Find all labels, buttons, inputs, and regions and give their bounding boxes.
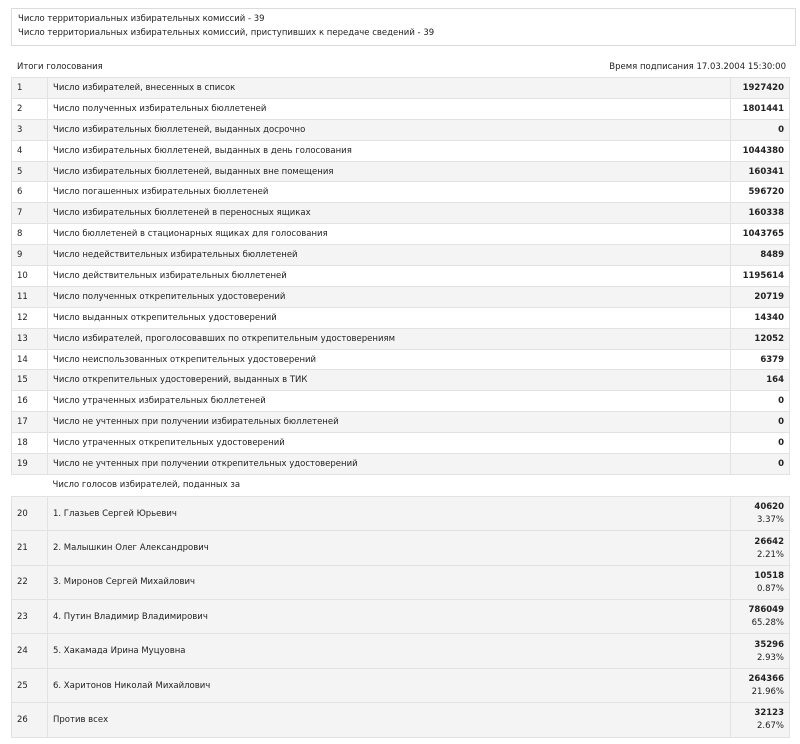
candidate-row [12, 600, 790, 634]
row-label: Число бюллетеней в стационарных ящиках для голосования [48, 224, 731, 245]
candidate-result [731, 634, 790, 668]
commission-reporting-text: Число территориальных избирательных комиссий, приступивших к передаче сведений - 39 [18, 28, 435, 38]
row-value: 1195614 [731, 266, 790, 287]
row-label: Число погашенных избирательных бюллетеней [48, 182, 731, 203]
candidate-name: 1. Глазьев Сергей Юрьевич [48, 496, 731, 530]
row-number: 4 [12, 140, 48, 161]
candidates-subheader-row [12, 474, 790, 496]
table-row [12, 78, 790, 99]
candidate-name: 5. Хакамада Ирина Муцуовна [48, 634, 731, 668]
candidate-result [731, 496, 790, 530]
row-value: 160341 [731, 161, 790, 182]
row-value: 12052 [731, 328, 790, 349]
candidate-percent: 65.28% [751, 618, 784, 629]
row-value: 8489 [731, 245, 790, 266]
row-label: Число не учтенных при получении избирательных бюллетеней [48, 412, 731, 433]
row-value: 0 [731, 119, 790, 140]
table-row [12, 140, 790, 161]
table-row [12, 412, 790, 433]
row-number: 9 [12, 245, 48, 266]
candidate-result [731, 600, 790, 634]
row-label: Число избирателей, внесенных в список [48, 78, 731, 99]
results-title: Итоги голосования [17, 62, 103, 72]
row-number: 6 [12, 182, 48, 203]
row-value: 6379 [731, 349, 790, 370]
candidate-number: 23 [12, 600, 48, 634]
candidate-row [12, 634, 790, 668]
candidates-heading: Число голосов избирателей, поданных за [52, 480, 241, 491]
row-label: Число не учтенных при получении открепительных удостоверений [48, 454, 731, 475]
candidate-name: 4. Путин Владимир Владимирович [48, 600, 731, 634]
commission-count-text: Число территориальных избирательных комиссий - 39 [18, 14, 265, 24]
table-row [12, 328, 790, 349]
row-label: Число выданных открепительных удостоверений [48, 307, 731, 328]
candidate-votes: 35296 [754, 639, 784, 650]
candidate-number: 26 [12, 703, 48, 737]
row-number: 12 [12, 307, 48, 328]
candidate-row [12, 531, 790, 565]
row-label: Число неиспользованных открепительных удостоверений [48, 349, 731, 370]
results-table-body [12, 78, 790, 738]
candidate-percent: 0.87% [756, 583, 784, 594]
table-row [12, 286, 790, 307]
candidate-name: Против всех [48, 703, 731, 737]
candidate-number: 24 [12, 634, 48, 668]
row-value: 0 [731, 391, 790, 412]
signing-time: Время подписания 17.03.2004 15:30:00 [609, 62, 786, 72]
row-number: 14 [12, 349, 48, 370]
row-value: 0 [731, 412, 790, 433]
table-row [12, 454, 790, 475]
candidate-result [731, 668, 790, 702]
table-row [12, 182, 790, 203]
row-number: 7 [12, 203, 48, 224]
row-value: 0 [731, 454, 790, 475]
table-row [12, 119, 790, 140]
row-number: 10 [12, 266, 48, 287]
row-label: Число избирательных бюллетеней в переносных ящиках [48, 203, 731, 224]
row-value: 164 [731, 370, 790, 391]
candidate-result [731, 703, 790, 737]
table-row [12, 349, 790, 370]
row-number: 13 [12, 328, 48, 349]
candidate-number: 22 [12, 565, 48, 599]
candidate-percent: 2.93% [756, 652, 784, 663]
row-number: 19 [12, 454, 48, 475]
row-label: Число действительных избирательных бюллетеней [48, 266, 731, 287]
candidate-name: 3. Миронов Сергей Михайлович [48, 565, 731, 599]
candidate-number: 20 [12, 496, 48, 530]
candidate-percent: 2.21% [756, 549, 784, 560]
candidate-number: 25 [12, 668, 48, 702]
row-number: 8 [12, 224, 48, 245]
candidate-name: 6. Харитонов Николай Михайлович [48, 668, 731, 702]
table-row [12, 245, 790, 266]
row-label: Число избирателей, проголосовавших по открепительным удостоверениям [48, 328, 731, 349]
row-number: 5 [12, 161, 48, 182]
row-number: 3 [12, 119, 48, 140]
row-value: 1043765 [731, 224, 790, 245]
row-label: Число утраченных избирательных бюллетеней [48, 391, 731, 412]
row-label: Число избирательных бюллетеней, выданных досрочно [48, 119, 731, 140]
row-number: 2 [12, 98, 48, 119]
table-row [12, 370, 790, 391]
table-row [12, 98, 790, 119]
candidate-percent: 2.67% [756, 721, 784, 732]
row-label: Число полученных избирательных бюллетеней [48, 98, 731, 119]
table-row [12, 161, 790, 182]
candidate-votes: 40620 [754, 502, 784, 513]
candidate-number: 21 [12, 531, 48, 565]
row-number: 17 [12, 412, 48, 433]
row-number: 1 [12, 78, 48, 99]
table-row [12, 391, 790, 412]
candidate-votes: 32123 [754, 708, 784, 719]
candidate-votes: 26642 [754, 536, 784, 547]
commission-info-box [11, 8, 796, 46]
candidate-result [731, 565, 790, 599]
candidate-votes: 10518 [754, 570, 784, 581]
row-label: Число избирательных бюллетеней, выданных в день голосования [48, 140, 731, 161]
candidate-percent: 3.37% [756, 515, 784, 526]
candidate-votes: 264366 [748, 674, 784, 685]
row-number: 15 [12, 370, 48, 391]
row-value: 14340 [731, 307, 790, 328]
table-row [12, 266, 790, 287]
row-label: Число открепительных удостоверений, выданных в ТИК [48, 370, 731, 391]
row-number: 11 [12, 286, 48, 307]
row-label: Число полученных открепительных удостоверений [48, 286, 731, 307]
candidate-row [12, 565, 790, 599]
row-value: 0 [731, 433, 790, 454]
row-label: Число избирательных бюллетеней, выданных вне помещения [48, 161, 731, 182]
candidate-row [12, 668, 790, 702]
results-header [11, 59, 790, 75]
table-row [12, 433, 790, 454]
row-value: 160338 [731, 203, 790, 224]
row-number: 18 [12, 433, 48, 454]
table-row [12, 224, 790, 245]
row-value: 1801441 [731, 98, 790, 119]
candidate-row [12, 496, 790, 530]
table-row [12, 203, 790, 224]
row-value: 20719 [731, 286, 790, 307]
row-value: 1927420 [731, 78, 790, 99]
candidate-votes: 786049 [748, 605, 784, 616]
candidate-result [731, 531, 790, 565]
candidate-row [12, 703, 790, 737]
row-label: Число недействительных избирательных бюллетеней [48, 245, 731, 266]
row-number: 16 [12, 391, 48, 412]
subheader-spacer [12, 474, 48, 496]
row-value: 596720 [731, 182, 790, 203]
candidate-name: 2. Малышкин Олег Александрович [48, 531, 731, 565]
table-row [12, 307, 790, 328]
row-value: 1044380 [731, 140, 790, 161]
row-label: Число утраченных открепительных удостоверений [48, 433, 731, 454]
results-table [11, 77, 790, 738]
candidate-percent: 21.96% [751, 687, 784, 698]
